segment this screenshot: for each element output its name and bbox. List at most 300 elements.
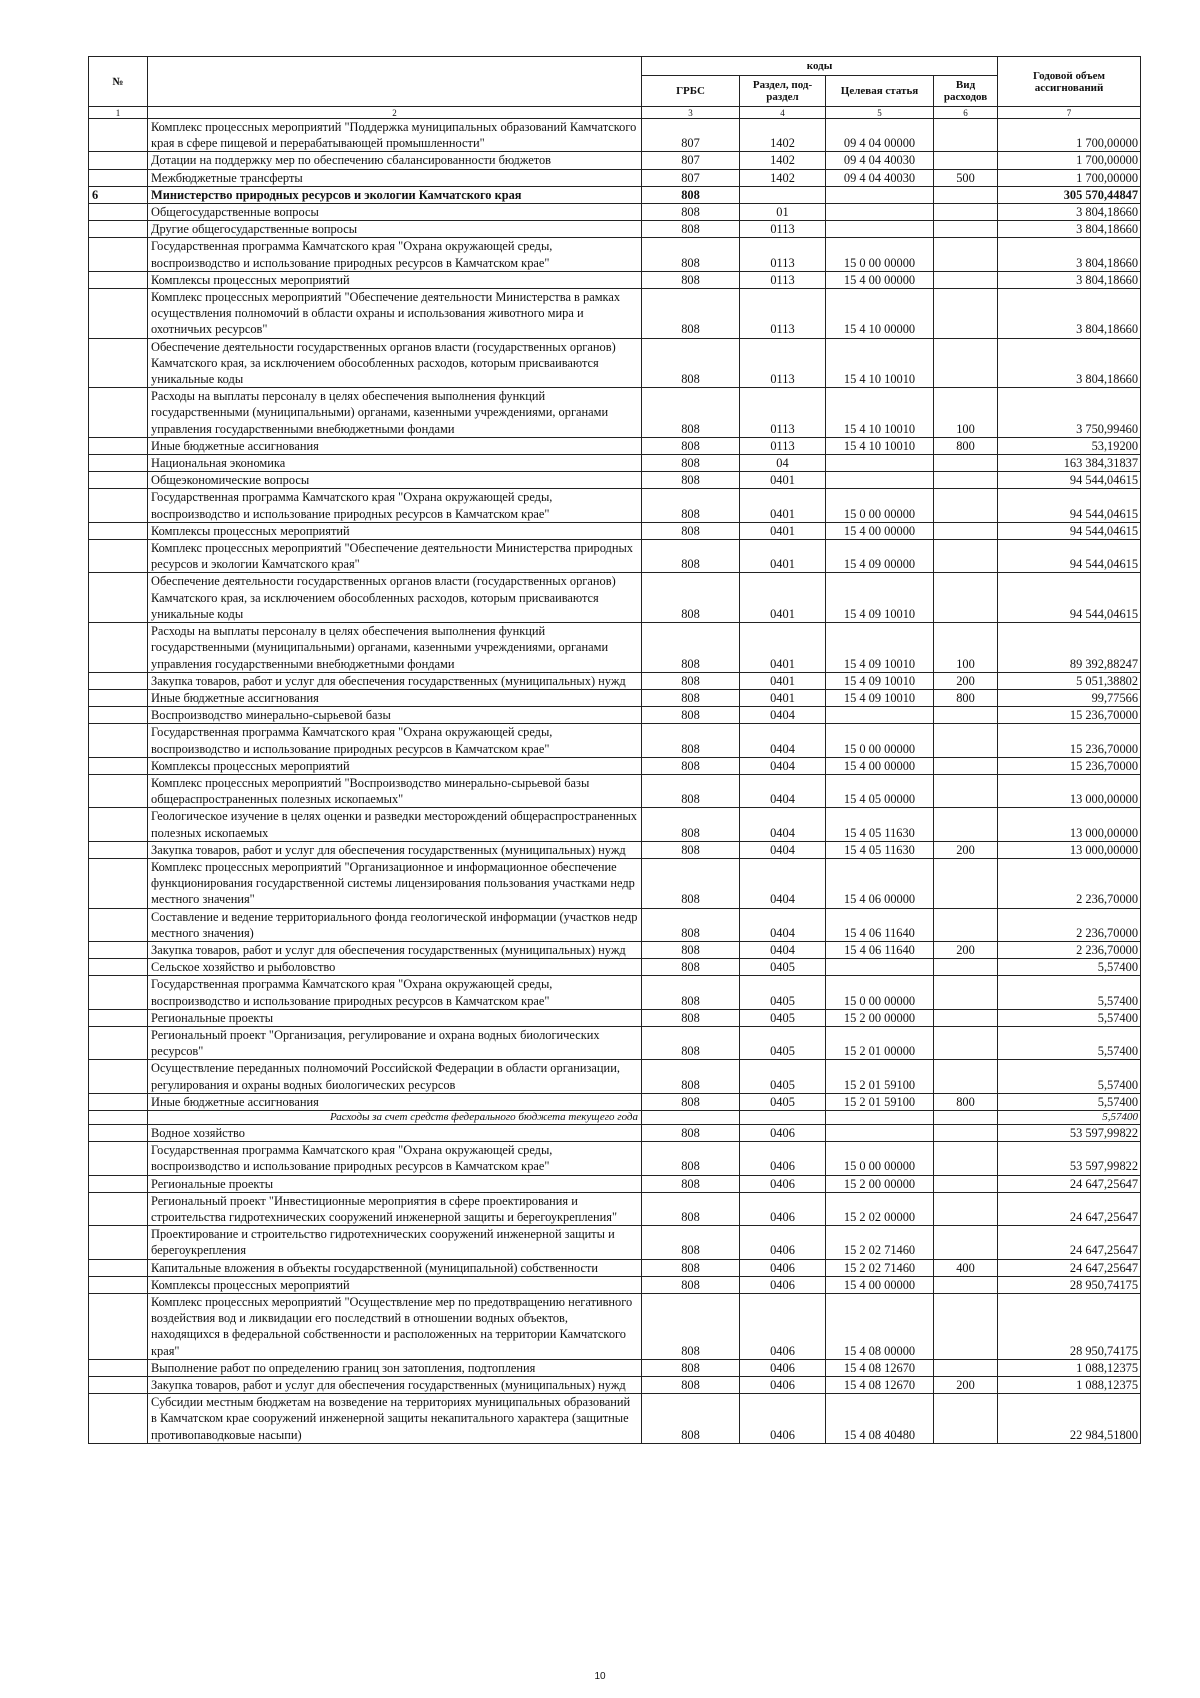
row-name: Общегосударственные вопросы (148, 204, 642, 221)
row-number (89, 841, 148, 858)
row-amount: 3 804,18660 (998, 289, 1141, 339)
row-expense-type: 400 (934, 1259, 998, 1276)
row-target: 15 4 08 40480 (826, 1394, 934, 1444)
row-number (89, 1192, 148, 1225)
table-row (89, 489, 1141, 522)
row-section: 0404 (740, 724, 826, 757)
table-row (89, 1359, 1141, 1376)
row-expense-type (934, 724, 998, 757)
row-section: 0406 (740, 1377, 826, 1394)
row-grbs: 808 (642, 908, 740, 941)
header-column-numbers (89, 107, 1141, 119)
table-row (89, 976, 1141, 1009)
row-section: 0401 (740, 689, 826, 706)
row-amount: 24 647,25647 (998, 1175, 1141, 1192)
table-row (89, 1192, 1141, 1225)
row-name: Комплекс процессных мероприятий "Поддержка муниципальных образований Камчатского края в сфере пищевой и перерабатывающей промышленности" (148, 119, 642, 152)
row-amount: 28 950,74175 (998, 1276, 1141, 1293)
row-target (826, 186, 934, 203)
row-expense-type: 100 (934, 388, 998, 438)
row-expense-type (934, 1110, 998, 1124)
row-name: Национальная экономика (148, 455, 642, 472)
row-grbs: 808 (642, 1359, 740, 1376)
row-grbs: 808 (642, 672, 740, 689)
row-number (89, 169, 148, 186)
row-name: Капитальные вложения в объекты государственной (муниципальной) собственности (148, 1259, 642, 1276)
row-target: 15 4 10 10010 (826, 338, 934, 388)
row-amount: 1 700,00000 (998, 152, 1141, 169)
table-row (89, 689, 1141, 706)
row-number (89, 472, 148, 489)
table-row (89, 169, 1141, 186)
row-grbs: 808 (642, 472, 740, 489)
table-row (89, 119, 1141, 152)
row-name: Государственная программа Камчатского края "Охрана окружающей среды, воспроизводство и использование природных ресурсов в Камчатском крае" (148, 1142, 642, 1175)
row-section: 0401 (740, 623, 826, 673)
table-row (89, 289, 1141, 339)
row-number (89, 707, 148, 724)
row-name: Расходы на выплаты персоналу в целях обеспечения выполнения функций государственными (муниципальными) органами, казенными учреждениями, органами управления государственными внебюджетными фондами (148, 623, 642, 673)
row-expense-type: 200 (934, 941, 998, 958)
row-expense-type: 200 (934, 672, 998, 689)
row-section: 0406 (740, 1175, 826, 1192)
row-target: 15 2 01 00000 (826, 1026, 934, 1059)
col-number: 3 (642, 107, 740, 119)
table-row (89, 152, 1141, 169)
row-target (826, 472, 934, 489)
table-row (89, 908, 1141, 941)
row-expense-type (934, 707, 998, 724)
row-amount: 24 647,25647 (998, 1226, 1141, 1259)
row-number (89, 152, 148, 169)
row-amount: 1 088,12375 (998, 1377, 1141, 1394)
row-section: 0404 (740, 908, 826, 941)
row-grbs: 808 (642, 841, 740, 858)
table-row (89, 1394, 1141, 1444)
row-number (89, 976, 148, 1009)
row-grbs: 808 (642, 338, 740, 388)
row-section: 0404 (740, 841, 826, 858)
row-target: 09 4 04 40030 (826, 169, 934, 186)
row-expense-type: 200 (934, 841, 998, 858)
row-target (826, 221, 934, 238)
row-amount: 5,57400 (998, 976, 1141, 1009)
header-grbs: ГРБС (642, 76, 740, 107)
row-section: 0401 (740, 573, 826, 623)
row-target: 09 4 04 40030 (826, 152, 934, 169)
row-name: Иные бюджетные ассигнования (148, 437, 642, 454)
row-section: 0113 (740, 221, 826, 238)
row-grbs: 808 (642, 1175, 740, 1192)
row-target: 15 2 00 00000 (826, 1175, 934, 1192)
row-target: 15 4 09 10010 (826, 672, 934, 689)
row-expense-type: 800 (934, 689, 998, 706)
col-number: 7 (998, 107, 1141, 119)
row-expense-type (934, 1124, 998, 1141)
row-target: 15 2 01 59100 (826, 1060, 934, 1093)
row-section: 0406 (740, 1359, 826, 1376)
row-section: 0404 (740, 757, 826, 774)
row-target: 15 0 00 00000 (826, 238, 934, 271)
row-name: Расходы за счет средств федерального бюджета текущего года (148, 1110, 642, 1124)
row-amount: 94 544,04615 (998, 522, 1141, 539)
row-grbs: 807 (642, 119, 740, 152)
row-expense-type (934, 573, 998, 623)
row-section: 0405 (740, 1093, 826, 1110)
row-section: 0113 (740, 271, 826, 288)
row-expense-type (934, 1009, 998, 1026)
row-name: Осуществление переданных полномочий Российской Федерации в области организации, регулирования и охраны водных биологических ресурсов (148, 1060, 642, 1093)
row-number (89, 941, 148, 958)
row-target: 15 4 08 12670 (826, 1359, 934, 1376)
table-row (89, 672, 1141, 689)
row-section: 04 (740, 455, 826, 472)
row-target: 15 0 00 00000 (826, 1142, 934, 1175)
header-codes: коды (642, 57, 998, 76)
row-name: Закупка товаров, работ и услуг для обеспечения государственных (муниципальных) нужд (148, 672, 642, 689)
row-number (89, 1226, 148, 1259)
row-expense-type (934, 1394, 998, 1444)
table-row (89, 1226, 1141, 1259)
row-number (89, 672, 148, 689)
row-amount: 3 804,18660 (998, 204, 1141, 221)
table-row (89, 1026, 1141, 1059)
header-expense-type: Вид расходов (934, 76, 998, 107)
table-row (89, 1259, 1141, 1276)
row-section: 0406 (740, 1259, 826, 1276)
row-expense-type (934, 1226, 998, 1259)
row-grbs: 808 (642, 858, 740, 908)
row-grbs: 808 (642, 774, 740, 807)
row-amount: 94 544,04615 (998, 540, 1141, 573)
table-row (89, 204, 1141, 221)
row-target: 15 4 10 00000 (826, 289, 934, 339)
table-row (89, 522, 1141, 539)
row-expense-type: 800 (934, 1093, 998, 1110)
row-amount: 163 384,31837 (998, 455, 1141, 472)
row-expense-type (934, 808, 998, 841)
row-section: 0404 (740, 707, 826, 724)
table-body (89, 119, 1141, 1444)
row-grbs: 808 (642, 689, 740, 706)
row-target: 15 4 09 10010 (826, 573, 934, 623)
row-grbs: 808 (642, 573, 740, 623)
row-grbs: 808 (642, 1226, 740, 1259)
table-row (89, 338, 1141, 388)
row-section: 01 (740, 204, 826, 221)
row-number (89, 522, 148, 539)
row-name: Сельское хозяйство и рыболовство (148, 959, 642, 976)
row-section: 0113 (740, 437, 826, 454)
header-target: Целевая статья (826, 76, 934, 107)
row-expense-type (934, 908, 998, 941)
row-number (89, 289, 148, 339)
row-number (89, 437, 148, 454)
row-name: Комплекс процессных мероприятий "Организационное и информационное обеспечение функционирования государственной системы лицензирования пользования участками недр местного значения" (148, 858, 642, 908)
row-name: Составление и ведение территориального фонда геологической информации (участков недр местного значения) (148, 908, 642, 941)
table-row (89, 1377, 1141, 1394)
row-name: Комплексы процессных мероприятий (148, 1276, 642, 1293)
row-amount: 15 236,70000 (998, 707, 1141, 724)
row-grbs: 808 (642, 1259, 740, 1276)
row-target: 15 4 05 00000 (826, 774, 934, 807)
row-amount: 94 544,04615 (998, 472, 1141, 489)
row-amount: 94 544,04615 (998, 573, 1141, 623)
row-amount: 3 804,18660 (998, 338, 1141, 388)
row-amount: 22 984,51800 (998, 1394, 1141, 1444)
row-grbs: 808 (642, 1009, 740, 1026)
row-number (89, 271, 148, 288)
header-section: Раздел, под-раздел (740, 76, 826, 107)
row-expense-type (934, 1192, 998, 1225)
row-number (89, 1259, 148, 1276)
row-number (89, 489, 148, 522)
header-name (148, 57, 642, 107)
row-number (89, 1175, 148, 1192)
row-expense-type (934, 455, 998, 472)
row-amount: 94 544,04615 (998, 489, 1141, 522)
row-expense-type (934, 271, 998, 288)
row-number (89, 1142, 148, 1175)
row-amount: 1 700,00000 (998, 119, 1141, 152)
row-expense-type (934, 1294, 998, 1360)
row-amount: 305 570,44847 (998, 186, 1141, 203)
table-row (89, 707, 1141, 724)
row-expense-type: 800 (934, 437, 998, 454)
row-target: 15 2 02 71460 (826, 1226, 934, 1259)
table-row (89, 455, 1141, 472)
row-expense-type (934, 338, 998, 388)
row-grbs: 808 (642, 1124, 740, 1141)
row-target: 15 2 01 59100 (826, 1093, 934, 1110)
row-name: Общеэкономические вопросы (148, 472, 642, 489)
row-grbs: 808 (642, 941, 740, 958)
row-target (826, 1124, 934, 1141)
table-row (89, 1009, 1141, 1026)
row-name: Министерство природных ресурсов и экологии Камчатского края (148, 186, 642, 203)
row-name: Межбюджетные трансферты (148, 169, 642, 186)
row-expense-type (934, 221, 998, 238)
row-target: 15 4 00 00000 (826, 271, 934, 288)
row-amount: 5,57400 (998, 1026, 1141, 1059)
row-expense-type (934, 152, 998, 169)
row-section: 0401 (740, 489, 826, 522)
row-section: 0401 (740, 522, 826, 539)
row-name: Комплекс процессных мероприятий "Обеспечение деятельности Министерства природных ресурсов и экологии Камчатского края" (148, 540, 642, 573)
row-amount: 5,57400 (998, 1060, 1141, 1093)
row-grbs: 808 (642, 522, 740, 539)
row-grbs: 808 (642, 204, 740, 221)
row-name: Иные бюджетные ассигнования (148, 689, 642, 706)
row-amount: 5 051,38802 (998, 672, 1141, 689)
row-target: 15 4 06 00000 (826, 858, 934, 908)
row-expense-type (934, 472, 998, 489)
row-expense-type (934, 238, 998, 271)
row-grbs: 807 (642, 169, 740, 186)
row-section: 0405 (740, 1026, 826, 1059)
row-section: 0405 (740, 1060, 826, 1093)
row-number (89, 221, 148, 238)
row-name: Комплекс процессных мероприятий "Осуществление мер по предотвращению негативного воздействия вод и ликвидации его последствий в отношении водных объектов, находящихся в федеральной собственности и расположенных на территории Камчатского края" (148, 1294, 642, 1360)
row-number (89, 1377, 148, 1394)
row-expense-type (934, 1026, 998, 1059)
row-section: 0404 (740, 941, 826, 958)
row-target: 15 2 02 71460 (826, 1259, 934, 1276)
row-name: Дотации на поддержку мер по обеспечению сбалансированности бюджетов (148, 152, 642, 169)
row-name: Закупка товаров, работ и услуг для обеспечения государственных (муниципальных) нужд (148, 941, 642, 958)
row-name: Комплексы процессных мероприятий (148, 757, 642, 774)
row-number (89, 238, 148, 271)
row-number (89, 1009, 148, 1026)
table-row (89, 623, 1141, 673)
row-grbs: 808 (642, 1394, 740, 1444)
row-number (89, 1026, 148, 1059)
row-name: Воспроизводство минерально-сырьевой базы (148, 707, 642, 724)
row-target: 15 4 06 11640 (826, 908, 934, 941)
row-grbs: 808 (642, 186, 740, 203)
header-annual: Годовой объем ассигнований (998, 57, 1141, 107)
row-target: 15 4 09 10010 (826, 623, 934, 673)
row-amount: 53,19200 (998, 437, 1141, 454)
row-target (826, 707, 934, 724)
row-number: 6 (89, 186, 148, 203)
row-number (89, 808, 148, 841)
row-target: 15 4 05 11630 (826, 841, 934, 858)
row-grbs: 808 (642, 489, 740, 522)
row-target: 15 0 00 00000 (826, 724, 934, 757)
row-section: 1402 (740, 169, 826, 186)
row-target: 15 4 08 12670 (826, 1377, 934, 1394)
row-expense-type: 100 (934, 623, 998, 673)
row-number (89, 1124, 148, 1141)
row-expense-type: 500 (934, 169, 998, 186)
table-row (89, 1294, 1141, 1360)
table-row (89, 271, 1141, 288)
row-grbs: 808 (642, 959, 740, 976)
row-amount: 2 236,70000 (998, 941, 1141, 958)
row-grbs: 808 (642, 1026, 740, 1059)
row-grbs: 808 (642, 437, 740, 454)
row-grbs: 808 (642, 724, 740, 757)
row-number (89, 1093, 148, 1110)
row-grbs: 808 (642, 271, 740, 288)
row-section: 1402 (740, 119, 826, 152)
row-grbs: 808 (642, 388, 740, 438)
row-section: 0113 (740, 388, 826, 438)
row-number (89, 540, 148, 573)
row-amount: 53 597,99822 (998, 1142, 1141, 1175)
col-number: 4 (740, 107, 826, 119)
row-name: Комплекс процессных мероприятий "Обеспечение деятельности Министерства в рамках осуществления полномочий в области охраны и использования животного мира и охотничьих ресурсов" (148, 289, 642, 339)
row-grbs: 808 (642, 455, 740, 472)
row-section: 0401 (740, 472, 826, 489)
row-target: 15 4 00 00000 (826, 757, 934, 774)
table-row (89, 1110, 1141, 1124)
row-amount: 1 088,12375 (998, 1359, 1141, 1376)
row-number (89, 757, 148, 774)
row-section: 0401 (740, 672, 826, 689)
row-expense-type (934, 757, 998, 774)
row-grbs: 808 (642, 1276, 740, 1293)
row-section: 0406 (740, 1394, 826, 1444)
row-amount: 13 000,00000 (998, 808, 1141, 841)
row-section: 0406 (740, 1276, 826, 1293)
row-name: Иные бюджетные ассигнования (148, 1093, 642, 1110)
row-name: Государственная программа Камчатского края "Охрана окружающей среды, воспроизводство и использование природных ресурсов в Камчатском крае" (148, 724, 642, 757)
row-name: Субсидии местным бюджетам на возведение на территориях муниципальных образований в Камчатском крае сооружений инженерной защиты некапитального характера (защитные противопаводковые насыпи) (148, 1394, 642, 1444)
row-section: 0401 (740, 540, 826, 573)
table-row (89, 841, 1141, 858)
row-name: Закупка товаров, работ и услуг для обеспечения государственных (муниципальных) нужд (148, 1377, 642, 1394)
row-name: Государственная программа Камчатского края "Охрана окружающей среды, воспроизводство и использование природных ресурсов в Камчатском крае" (148, 489, 642, 522)
row-name: Расходы на выплаты персоналу в целях обеспечения выполнения функций государственными (муниципальными) органами, казенными учреждениями, органами управления государственными внебюджетными фондами (148, 388, 642, 438)
row-target: 15 4 10 10010 (826, 388, 934, 438)
row-section: 0406 (740, 1124, 826, 1141)
row-name: Региональные проекты (148, 1175, 642, 1192)
table-row (89, 858, 1141, 908)
row-grbs: 808 (642, 1093, 740, 1110)
row-name: Региональные проекты (148, 1009, 642, 1026)
row-amount: 2 236,70000 (998, 908, 1141, 941)
row-name: Обеспечение деятельности государственных органов власти (государственных органов) Камчатского края, за исключением обособленных расходов, которым присваиваются уникальные коды (148, 573, 642, 623)
table-row (89, 1093, 1141, 1110)
row-amount: 3 750,99460 (998, 388, 1141, 438)
row-target: 15 0 00 00000 (826, 489, 934, 522)
row-expense-type (934, 204, 998, 221)
row-target: 09 4 04 00000 (826, 119, 934, 152)
row-section: 0406 (740, 1142, 826, 1175)
table-row (89, 472, 1141, 489)
row-number (89, 1294, 148, 1360)
row-amount: 99,77566 (998, 689, 1141, 706)
table-row (89, 1276, 1141, 1293)
row-target: 15 2 02 00000 (826, 1192, 934, 1225)
budget-table (88, 56, 1141, 1444)
table-row (89, 808, 1141, 841)
row-grbs (642, 1110, 740, 1124)
row-number (89, 338, 148, 388)
row-number (89, 1394, 148, 1444)
table-row (89, 1175, 1141, 1192)
row-expense-type (934, 289, 998, 339)
row-name: Комплексы процессных мероприятий (148, 271, 642, 288)
row-section: 0404 (740, 774, 826, 807)
row-target: 15 2 00 00000 (826, 1009, 934, 1026)
row-expense-type: 200 (934, 1377, 998, 1394)
row-name: Водное хозяйство (148, 1124, 642, 1141)
row-section: 0406 (740, 1192, 826, 1225)
row-number (89, 1359, 148, 1376)
row-number (89, 959, 148, 976)
row-amount: 5,57400 (998, 1110, 1141, 1124)
row-number (89, 204, 148, 221)
row-section: 0406 (740, 1226, 826, 1259)
row-amount: 13 000,00000 (998, 774, 1141, 807)
row-grbs: 808 (642, 238, 740, 271)
row-amount: 3 804,18660 (998, 238, 1141, 271)
row-expense-type (934, 1276, 998, 1293)
row-section: 0405 (740, 1009, 826, 1026)
row-expense-type (934, 858, 998, 908)
row-grbs: 808 (642, 808, 740, 841)
col-number: 1 (89, 107, 148, 119)
row-target: 15 4 08 00000 (826, 1294, 934, 1360)
row-section: 1402 (740, 152, 826, 169)
table-row (89, 941, 1141, 958)
row-expense-type (934, 959, 998, 976)
header-no: № (89, 57, 148, 107)
row-section: 0404 (740, 808, 826, 841)
